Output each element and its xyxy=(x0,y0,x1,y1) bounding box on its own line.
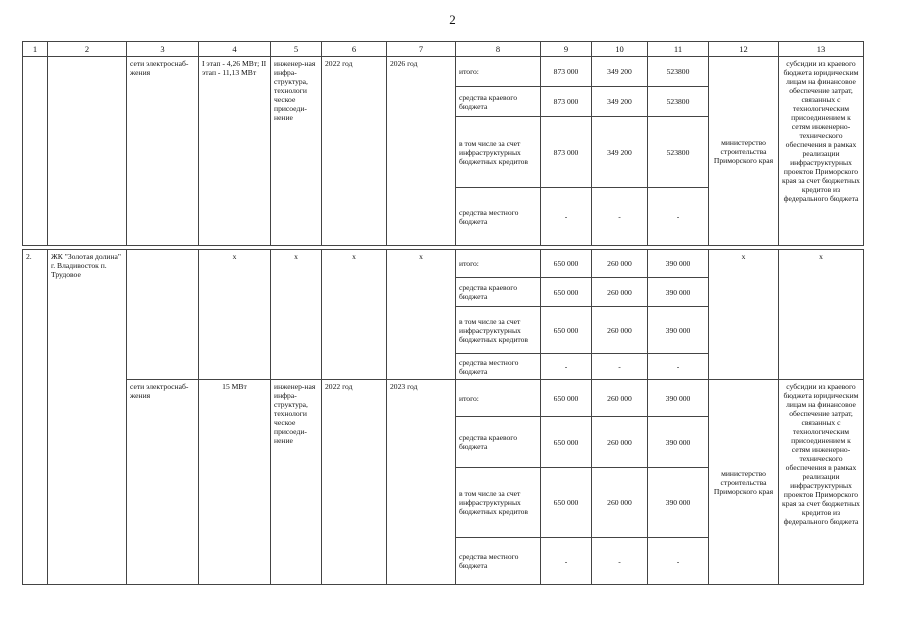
cell-funding-label: в том числе за счет инфраструктурных бюджетных кредитов xyxy=(456,307,541,354)
cell-funding-label: средства местного бюджета xyxy=(456,538,541,585)
column-header: 13 xyxy=(779,42,864,57)
page-number: 2 xyxy=(449,12,456,27)
column-header: 4 xyxy=(199,42,271,57)
cell-value: 260 000 xyxy=(592,307,648,354)
cell-funding-label: итого: xyxy=(456,380,541,417)
column-header: 9 xyxy=(541,42,592,57)
table-row xyxy=(23,57,864,87)
cell-funding-label: в том числе за счет инфраструктурных бюджетных кредитов xyxy=(456,117,541,188)
cell-value: 260 000 xyxy=(592,380,648,417)
cell-value: - xyxy=(541,188,592,246)
column-header: 1 xyxy=(23,42,48,57)
column-header: 10 xyxy=(592,42,648,57)
cell-funding-label: итого: xyxy=(456,250,541,278)
cell-source-note: x xyxy=(779,250,864,380)
cell-value: - xyxy=(648,188,709,246)
column-header: 5 xyxy=(271,42,322,57)
cell-value: 873 000 xyxy=(541,87,592,117)
column-header: 8 xyxy=(456,42,541,57)
cell-value: - xyxy=(541,538,592,585)
cell-value: 390 000 xyxy=(648,250,709,278)
cell-value: 260 000 xyxy=(592,278,648,307)
cell-funding-label: итого: xyxy=(456,57,541,87)
cell-funding-label: средства краевого бюджета xyxy=(456,278,541,307)
cell-network-type xyxy=(127,250,199,380)
column-header: 6 xyxy=(322,42,387,57)
column-header: 11 xyxy=(648,42,709,57)
cell-value: 523800 xyxy=(648,117,709,188)
cell-funding-label: средства краевого бюджета xyxy=(456,417,541,468)
cell-value: 349 200 xyxy=(592,117,648,188)
cell-value: 650 000 xyxy=(541,278,592,307)
cell-responsible: x xyxy=(709,250,779,380)
header-row xyxy=(23,42,864,57)
cell-network-type: сети электроснаб-жения xyxy=(127,57,199,246)
cell-object: ЖК "Золотая долина" г. Владивосток п. Трудовое xyxy=(48,250,127,585)
cell-value: 390 000 xyxy=(648,278,709,307)
column-header: 12 xyxy=(709,42,779,57)
cell-start-year: 2022 год xyxy=(322,57,387,246)
cell-end-year: 2026 год xyxy=(387,57,456,246)
cell-purpose: инженер-ная инфра-структура, технологи ческое присоеди-нение xyxy=(271,57,322,246)
table-row xyxy=(23,380,864,417)
cell-capacity: I этап - 4,26 МВт; II этап - 11,13 МВт xyxy=(199,57,271,246)
cell-funding-label: средства местного бюджета xyxy=(456,354,541,380)
cell-value: - xyxy=(592,354,648,380)
cell-capacity: x xyxy=(199,250,271,380)
cell-purpose: x xyxy=(271,250,322,380)
cell-start-year: 2022 год xyxy=(322,380,387,585)
cell-value: 523800 xyxy=(648,87,709,117)
cell-value: 349 200 xyxy=(592,57,648,87)
column-header: 2 xyxy=(48,42,127,57)
cell-value: - xyxy=(648,538,709,585)
cell-value: 873 000 xyxy=(541,117,592,188)
cell-value: 390 000 xyxy=(648,468,709,538)
cell-value: 650 000 xyxy=(541,307,592,354)
cell-value: - xyxy=(541,354,592,380)
cell-value: - xyxy=(648,354,709,380)
cell-number xyxy=(23,57,48,246)
cell-purpose: инженер-ная инфра-структура, технологи ческое присоеди-нение xyxy=(271,380,322,585)
cell-value: 390 000 xyxy=(648,307,709,354)
budget-table xyxy=(22,41,864,246)
cell-value: 349 200 xyxy=(592,87,648,117)
cell-start-year: x xyxy=(322,250,387,380)
cell-value: - xyxy=(592,538,648,585)
budget-table-continued xyxy=(22,249,864,585)
cell-funding-label: средства краевого бюджета xyxy=(456,87,541,117)
cell-value: 260 000 xyxy=(592,417,648,468)
cell-object xyxy=(48,57,127,246)
cell-capacity: 15 МВт xyxy=(199,380,271,585)
cell-value: 650 000 xyxy=(541,468,592,538)
cell-responsible: министерство строительства Приморского края xyxy=(709,380,779,585)
cell-value: 650 000 xyxy=(541,417,592,468)
column-header: 3 xyxy=(127,42,199,57)
cell-funding-label: в том числе за счет инфраструктурных бюджетных кредитов xyxy=(456,468,541,538)
cell-value: 390 000 xyxy=(648,380,709,417)
cell-source-note: субсидии из краевого бюджета юридическим лицам на финансовое обеспечение затрат, связанных с технологическим присоединением к сетям инженерно-технического обеспечения в рамках реализации инфраструктурных проектов Приморского края за счет бюджетных кредитов из федерального бюджета xyxy=(779,380,864,585)
cell-number: 2. xyxy=(23,250,48,585)
cell-responsible: министерство строительства Приморского края xyxy=(709,57,779,246)
column-header: 7 xyxy=(387,42,456,57)
cell-value: 650 000 xyxy=(541,250,592,278)
cell-value: 390 000 xyxy=(648,417,709,468)
cell-source-note: субсидии из краевого бюджета юридическим лицам на финансовое обеспечение затрат, связанных с технологическим присоединением к сетям инженерно-технического обеспечения в рамках реализации инфраструктурных проектов Приморского края за счет бюджетных кредитов из федерального бюджета xyxy=(779,57,864,246)
cell-network-type: сети электроснаб-жения xyxy=(127,380,199,585)
cell-value: - xyxy=(592,188,648,246)
cell-end-year: x xyxy=(387,250,456,380)
cell-funding-label: средства местного бюджета xyxy=(456,188,541,246)
cell-value: 260 000 xyxy=(592,250,648,278)
cell-value: 523800 xyxy=(648,57,709,87)
table-row xyxy=(23,250,864,278)
cell-value: 873 000 xyxy=(541,57,592,87)
cell-value: 260 000 xyxy=(592,468,648,538)
cell-end-year: 2023 год xyxy=(387,380,456,585)
cell-value: 650 000 xyxy=(541,380,592,417)
